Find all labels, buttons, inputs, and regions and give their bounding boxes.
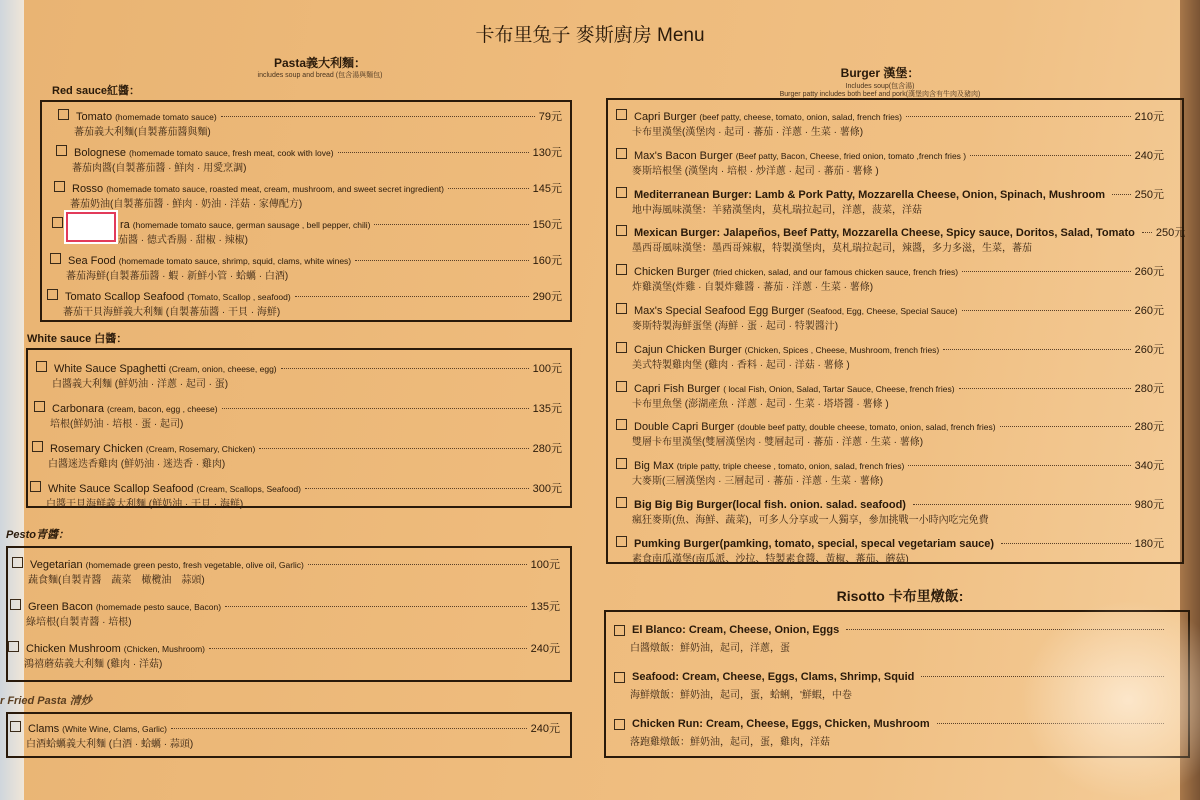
menu-item-name: Max's Bacon Burger	[634, 149, 733, 162]
menu-item-name: ra	[120, 219, 130, 231]
menu-item-chinese: 蕃茄奶油(自製蕃茄醬 · 鮮肉 · 奶油 · 洋菇 · 家傳配方)	[70, 199, 303, 210]
menu-item-chinese: 茄醬 · 德式香腸 · 甜椒 · 辣椒)	[118, 235, 248, 246]
white-sauce-heading: White sauce 白醬：	[27, 333, 128, 345]
dot-leader	[295, 296, 529, 297]
menu-item	[28, 400, 570, 434]
menu-item-price: 180元	[1134, 537, 1164, 550]
white-sauce-box	[26, 348, 572, 508]
dot-leader	[305, 488, 529, 489]
pasta-note: includes soup and bread (包含湯與麵包)	[257, 72, 383, 79]
menu-item-checkbox[interactable]	[34, 401, 45, 412]
menu-item-checkbox[interactable]	[8, 641, 19, 652]
menu-item-description: (White Wine, Clams, Garlic)	[62, 724, 168, 734]
menu-item-price: 250元	[1155, 227, 1186, 240]
menu-item-chinese: 大麥斯(三層漢堡肉 · 三層起司 · 蕃茄 · 洋蔥 · 生菜 · 薯條)	[632, 476, 884, 488]
menu-item-price: 260元	[1134, 343, 1164, 356]
menu-item-description: ( local Fish, Onion, Salad, Tartar Sauce, Cheese, french fries)	[723, 383, 955, 394]
menu-item-name: Seafood: Cream, Cheese, Eggs, Clams, Shrimp, Squid	[632, 671, 915, 683]
menu-item	[28, 480, 570, 514]
menu-item-checkbox[interactable]	[616, 536, 627, 547]
sticker-stamp	[66, 212, 116, 242]
menu-item-description: (homemade tomato sauce, german sausage , bell pepper, chili)	[132, 220, 371, 230]
menu-item-name: Green Bacon	[28, 601, 93, 613]
menu-item-description: (Cream, Rosemary, Chicken)	[145, 444, 256, 454]
dot-leader	[959, 388, 1131, 389]
menu-item-price: 160元	[532, 255, 562, 267]
menu-item-checkbox[interactable]	[616, 342, 627, 353]
menu-item	[608, 457, 1182, 491]
menu-item-price: 260元	[1134, 266, 1164, 279]
menu-item-checkbox[interactable]	[10, 721, 21, 732]
fried-pasta-heading: r Fried Pasta 清炒	[0, 695, 92, 707]
menu-item-price: 135元	[530, 601, 560, 613]
menu-item	[42, 216, 570, 250]
menu-item	[608, 224, 1186, 258]
dot-leader	[225, 606, 527, 607]
menu-item-checkbox[interactable]	[616, 419, 627, 430]
dot-leader	[962, 271, 1131, 272]
menu-item	[28, 360, 570, 394]
menu-item-description: (homemade green pesto, fresh vegetable, olive oil, Garlic)	[85, 560, 304, 570]
red-sauce-heading: Red sauce紅醬：	[52, 85, 141, 97]
menu-item-chinese: 墨西哥風味漢堡：墨西哥辣椒，特製漢堡肉，莫札瑞拉起司，辣醬，多力多滋，生菜，蕃茄	[632, 243, 1032, 255]
menu-item-name: El Blanco: Cream, Cheese, Onion, Eggs	[632, 624, 840, 636]
menu-item-chinese: 蕃茄肉醬(自製蕃茄醬 · 鮮肉 · 用愛烹調)	[72, 163, 247, 174]
menu-item-description: (Chicken, Spices , Cheese, Mushroom, french fries)	[744, 344, 940, 355]
menu-item-name: Clams	[28, 723, 60, 735]
dot-leader	[913, 504, 1131, 505]
menu-item-chinese: 蕃茄海鮮(自製蕃茄醬 · 蝦 · 新鮮小管 · 蛤蠣 · 白酒)	[66, 271, 289, 282]
menu-item-price: 240元	[1134, 149, 1164, 162]
burger-note-patty: Burger patty includes both beef and pork(漢堡肉含有牛肉及豬肉)	[779, 91, 981, 98]
menu-item	[42, 288, 570, 322]
menu-item	[608, 302, 1182, 336]
menu-item-chinese: 白酒蛤蠣義大利麵 (白酒 · 蛤蠣 · 蒜頭)	[26, 739, 194, 750]
menu-item	[42, 180, 570, 214]
menu-item	[608, 535, 1182, 569]
menu-item	[608, 263, 1182, 297]
menu-item-description: (double beef patty, double cheese, tomato, onion, salad, french fries)	[737, 422, 996, 433]
menu-item-name: Tomato	[76, 111, 113, 123]
menu-item-checkbox[interactable]	[616, 381, 627, 392]
menu-item-checkbox[interactable]	[58, 109, 69, 120]
menu-item-description: (triple patty, triple cheese , tomato, onion, salad, french fries)	[676, 461, 905, 472]
menu-item-price: 135元	[532, 403, 562, 415]
menu-item-price: 300元	[532, 483, 562, 495]
menu-item-chinese: 白醬迷迭香雞肉 (鮮奶油 · 迷迭香 · 雞肉)	[48, 459, 226, 470]
menu-item-chinese: 美式特製雞肉堡 (雞肉 · 香料 · 起司 · 洋菇 · 薯條 )	[632, 359, 850, 371]
menu-item-checkbox[interactable]	[616, 497, 627, 508]
menu-item-name: Sea Food	[68, 255, 116, 267]
menu-item-name: Max's Special Seafood Egg Burger	[634, 305, 805, 317]
menu-item	[42, 108, 570, 142]
dot-leader	[1000, 426, 1131, 427]
menu-item-checkbox[interactable]	[10, 599, 21, 610]
menu-item	[42, 144, 570, 178]
menu-item-checkbox[interactable]	[32, 441, 43, 452]
dot-leader	[1001, 543, 1131, 544]
menu-item-name: Rosemary Chicken	[50, 443, 143, 455]
menu-item-checkbox[interactable]	[50, 253, 61, 264]
menu-item-checkbox[interactable]	[12, 557, 23, 568]
dot-leader	[908, 465, 1130, 466]
dot-leader	[374, 224, 528, 225]
pesto-heading: Pesto青醬：	[6, 529, 69, 541]
menu-item-name: Tomato Scallop Seafood	[65, 291, 185, 303]
menu-item-chinese: 麥斯培根堡 (漢堡肉 · 培根 · 炒洋蔥 · 起司 · 蕃茄 · 薯條 )	[632, 165, 879, 177]
dot-leader	[209, 648, 527, 649]
menu-item-price: 260元	[1134, 305, 1164, 317]
dot-leader	[259, 448, 528, 449]
menu-item-name: Mediterranean Burger: Lamb & Pork Patty, Mozzarella Cheese, Onion, Spinach, Mushroom	[634, 188, 1106, 201]
dot-leader	[221, 116, 535, 117]
menu-item-checkbox[interactable]	[616, 458, 627, 469]
dot-leader	[1112, 194, 1131, 195]
menu-item-description: (homemade tomato sauce, fresh meat, cook with love)	[129, 148, 334, 158]
menu-item-chinese: 綠培根(自製青醬 · 培根)	[26, 617, 132, 628]
menu-item-name: Carbonara	[52, 403, 104, 415]
menu-item	[608, 496, 1182, 530]
menu-item	[608, 147, 1182, 181]
dot-leader	[222, 408, 529, 409]
menu-item-checkbox[interactable]	[616, 225, 627, 236]
menu-item-description: (homemade tomato sauce, roasted meat, cream, mushroom, and sweet secret ingredient)	[106, 184, 444, 194]
menu-item	[608, 186, 1182, 220]
menu-item-chinese: 炸雞漢堡(炸雞 · 自製炸雞醬 · 蕃茄 · 洋蔥 · 生菜 · 薯條)	[632, 282, 874, 294]
red-sauce-box	[40, 100, 572, 322]
menu-item	[608, 380, 1182, 414]
dot-leader	[962, 310, 1131, 311]
menu-item-description: (homemade tomato sauce, shrimp, squid, clams, white wines)	[118, 256, 352, 266]
menu-item-name: White Sauce Spaghetti	[54, 363, 166, 375]
menu-item-checkbox[interactable]	[616, 148, 627, 159]
menu-item	[42, 252, 570, 286]
menu-item-price: 100元	[530, 559, 560, 571]
menu-item-chinese: 落跑雞燉飯：鮮奶油，起司，蛋，雞肉，洋菇	[630, 737, 830, 748]
menu-item-chinese: 海鮮燉飯：鮮奶油，起司，蛋，蛤蜊，'鮮蝦，中卷	[630, 690, 852, 701]
menu-item-description: (fried chicken, salad, and our famous chicken sauce, french fries)	[712, 267, 959, 278]
dot-leader	[1142, 232, 1152, 233]
menu-item-price: 280元	[532, 443, 562, 455]
menu-item-description: (Seafood, Egg, Cheese, Special Sauce)	[807, 306, 958, 316]
menu-item-price: 240元	[530, 723, 560, 735]
menu-item-chinese: 白醬燉飯：鮮奶油，起司，洋蔥，蛋	[630, 643, 790, 654]
fried-pasta-box	[6, 712, 572, 758]
menu-item-name: Chicken Mushroom	[26, 643, 121, 655]
menu-item-checkbox[interactable]	[616, 264, 627, 275]
menu-item	[608, 341, 1182, 375]
menu-item-chinese: 鴻禧蘑菇義大利麵 (雞肉 · 洋菇)	[24, 659, 163, 670]
menu-item-name: Capri Burger	[634, 111, 697, 123]
menu-item-checkbox[interactable]	[616, 303, 627, 314]
menu-item	[608, 418, 1182, 452]
menu-item-name: Rosso	[72, 183, 104, 195]
menu-item-price: 290元	[532, 291, 562, 303]
menu-item-chinese: 卡布里漢堡(漢堡肉 · 起司 · 蕃茄 · 洋蔥 · 生菜 · 薯條)	[632, 127, 864, 138]
menu-item-name: Vegetarian	[30, 559, 83, 571]
dot-leader	[281, 368, 529, 369]
menu-item-description: (homemade pesto sauce, Bacon)	[95, 602, 222, 612]
pasta-heading: Pasta義大利麵：	[273, 56, 367, 70]
menu-item-name: Big Big Big Burger(local fish. onion. salad. seafood)	[634, 499, 906, 511]
menu-item-price: 280元	[1134, 421, 1164, 434]
menu-item-name: Double Capri Burger	[634, 421, 735, 434]
menu-item-name: White Sauce Scallop Seafood	[48, 483, 194, 495]
menu-item-description: (Tomato, Scallop , seafood)	[187, 292, 291, 302]
menu-item-price: 210元	[1134, 111, 1164, 123]
menu-item-checkbox[interactable]	[52, 217, 63, 228]
dot-leader	[338, 152, 529, 153]
menu-item-chinese: 蕃茄義大利麵(自製蕃茄醬與麵)	[74, 127, 211, 138]
menu-item-price: 79元	[538, 111, 562, 123]
menu-item-checkbox[interactable]	[36, 361, 47, 372]
menu-item-description: (Beef patty, Bacon, Cheese, fried onion, tomato ,french fries )	[735, 150, 967, 161]
menu-item-checkbox[interactable]	[56, 145, 67, 156]
menu-item-chinese: 卡布里魚堡 (澎湖產魚 · 洋蔥 · 起司 · 生菜 · 塔塔醬 · 薯條 )	[632, 398, 889, 410]
dot-leader	[355, 260, 529, 261]
menu-item-name: Mexican Burger: Jalapeños, Beef Patty, Mozzarella Cheese, Spicy sauce, Doritos, Salad, Tomato	[634, 227, 1135, 240]
menu-item-checkbox[interactable]	[616, 109, 627, 120]
menu-item-checkbox[interactable]	[614, 672, 625, 683]
menu-item-description: (Cream, onion, cheese, egg)	[168, 364, 277, 374]
menu-item-name: Big Max	[634, 460, 674, 473]
light-glare	[1020, 600, 1200, 800]
menu-item	[608, 108, 1182, 142]
menu-item-checkbox[interactable]	[614, 719, 625, 730]
menu-item-name: Capri Fish Burger	[634, 382, 721, 395]
dot-leader	[943, 349, 1130, 350]
dot-leader	[906, 116, 1131, 117]
menu-item-chinese: 地中海風味漢堡：羊豬漢堡肉，莫札瑞拉起司，洋蔥，菠菜，洋菇	[632, 204, 922, 216]
menu-item-checkbox[interactable]	[54, 181, 65, 192]
menu-item-name: Chicken Run: Cream, Cheese, Eggs, Chicken, Mushroom	[632, 718, 930, 730]
burger-note-soup: Includes soup(包含湯)	[845, 83, 915, 90]
menu-item-description: (cream, bacon, egg , cheese)	[106, 404, 218, 414]
menu-item-price: 340元	[1134, 460, 1164, 473]
menu-item-name: Bolognese	[74, 147, 126, 159]
menu-item-chinese: 白醬義大利麵 (鮮奶油 · 洋蔥 · 起司 · 蛋)	[52, 379, 229, 390]
menu-item-chinese: 白醬干貝海鮮義大利麵 (鮮奶油 · 干貝 · 海鮮)	[46, 499, 244, 510]
menu-item-price: 980元	[1134, 499, 1164, 511]
menu-item-chinese: 蔬食麵(自製青醬 蔬菜 橄欖油 蒜頭)	[28, 575, 205, 586]
menu-item-checkbox[interactable]	[616, 187, 627, 198]
menu-item-chinese: 瘋狂麥斯(魚、海鮮、蔬菜)，可多人分享或一人獨享，參加挑戰一小時內吃完免費	[632, 515, 989, 526]
dot-leader	[308, 564, 527, 565]
menu-item-description: (Chicken, Mushroom)	[123, 644, 206, 654]
menu-item-price: 145元	[532, 183, 562, 195]
menu-item-chinese: 蕃茄干貝海鮮義大利麵 (自製蕃茄醬 · 干貝 · 海鮮)	[63, 307, 281, 318]
dot-leader	[448, 188, 529, 189]
menu-item-price: 100元	[532, 363, 562, 375]
menu-item-description: (beef patty, cheese, tomato, onion, salad, french fries)	[699, 112, 902, 122]
menu-item-price: 130元	[532, 147, 562, 159]
menu-item-chinese: 雙層卡布里漢堡(雙層漢堡肉 · 雙層起司 · 蕃茄 · 洋蔥 · 生菜 · 薯條)	[632, 437, 924, 449]
menu-item-description: (homemade tomato sauce)	[115, 112, 217, 122]
menu-item-name: Pumking Burger(pamking, tomato, special, specal vegetariam sauce)	[634, 537, 995, 550]
pesto-box	[6, 546, 572, 682]
menu-item-chinese: 麥斯特製海鮮蛋堡 (海鮮 · 蛋 · 起司 · 特製醬汁)	[632, 321, 839, 332]
burger-heading: Burger 漢堡：	[840, 66, 920, 80]
menu-item	[8, 640, 570, 674]
menu-item-price: 150元	[532, 219, 562, 231]
risotto-heading: Risotto 卡布里燉飯:	[836, 588, 964, 604]
menu-item-name: Chicken Burger	[634, 266, 710, 279]
menu-item	[8, 720, 570, 754]
menu-item	[8, 598, 570, 632]
dot-leader	[171, 728, 527, 729]
menu-item	[8, 556, 570, 590]
menu-item-checkbox[interactable]	[614, 625, 625, 636]
menu-item-name: Cajun Chicken Burger	[634, 343, 742, 356]
burger-box	[606, 98, 1184, 564]
menu-title: 卡布里兔子 麥斯廚房 Menu	[475, 25, 705, 46]
dot-leader	[970, 155, 1131, 156]
menu-item-description: (Cream, Scallops, Seafood)	[196, 484, 301, 494]
menu-item-checkbox[interactable]	[47, 289, 58, 300]
menu-item	[28, 440, 570, 474]
menu-item-chinese: 素食南瓜漢堡(南瓜派、沙拉、特製素食醬、黃椒、蕃茄、蘑菇)	[632, 553, 909, 565]
menu-item-price: 280元	[1134, 382, 1164, 395]
menu-item-price: 240元	[530, 643, 560, 655]
menu-item-chinese: 培根(鮮奶油 · 培根 · 蛋 · 起司)	[50, 419, 184, 430]
menu-item-checkbox[interactable]	[30, 481, 41, 492]
menu-item-price: 250元	[1134, 188, 1164, 201]
